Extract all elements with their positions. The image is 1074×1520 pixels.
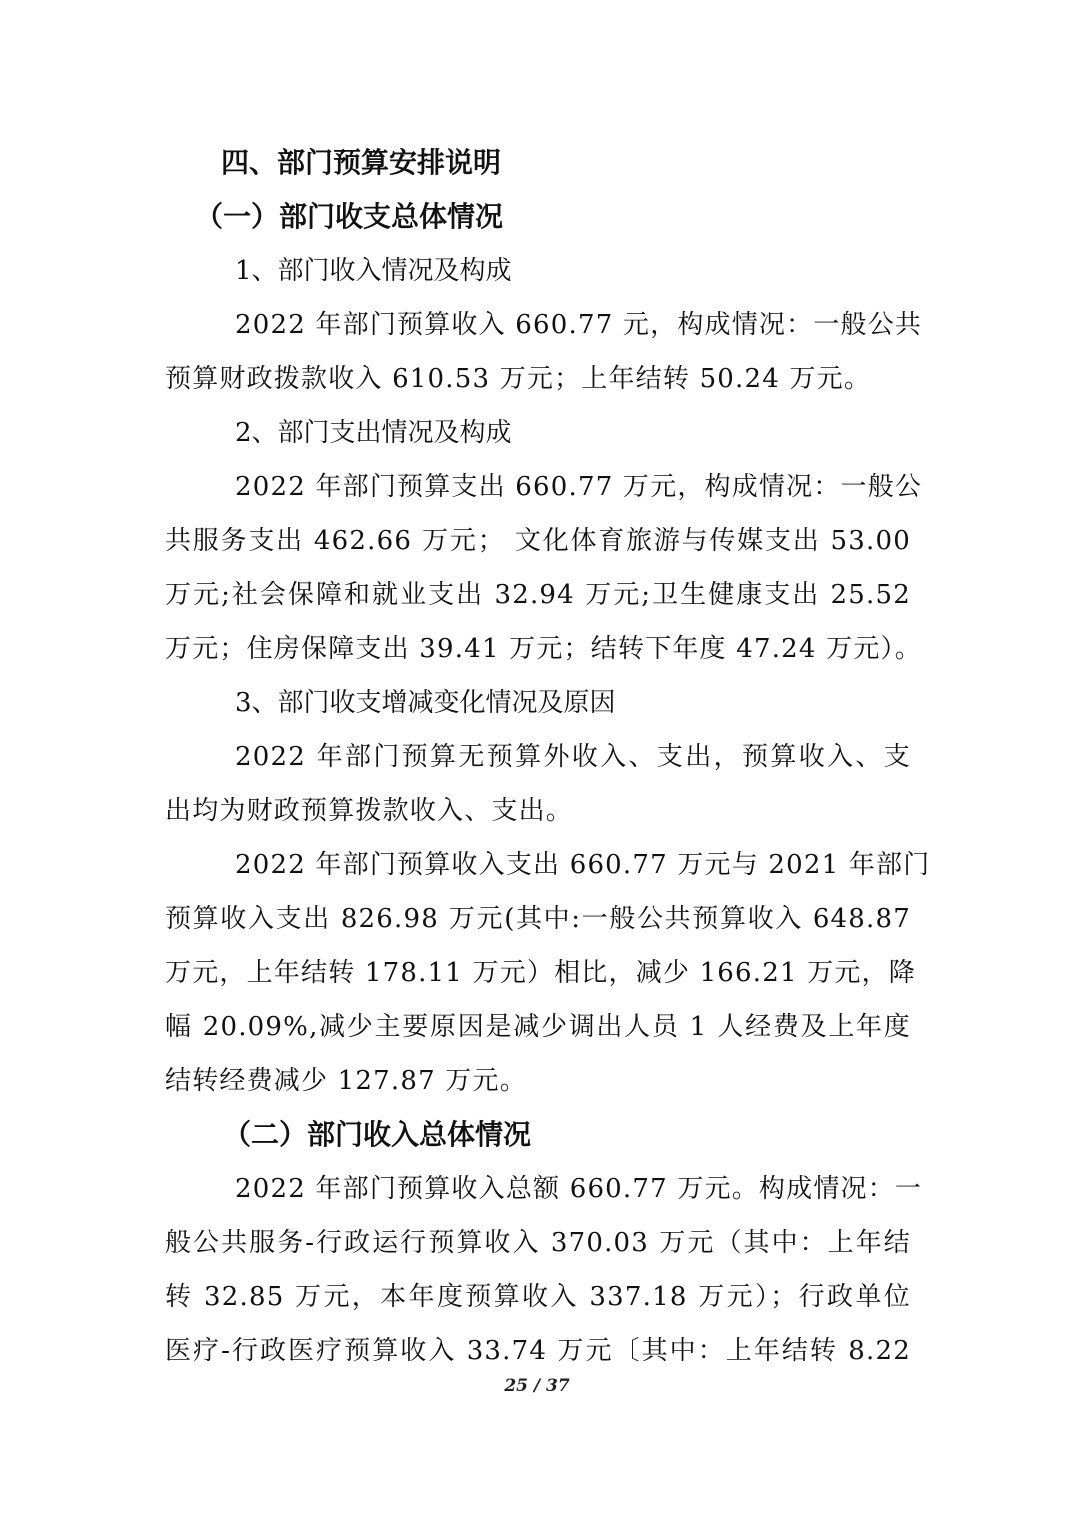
text-line: 万元，上年结转 178.11 万元）相比，减少 166.21 万元，降 xyxy=(165,958,917,988)
text-line: 共服务支出 462.66 万元； 文化体育旅游与传媒支出 53.00 xyxy=(165,526,911,556)
paragraph-expenditure xyxy=(165,460,923,676)
section-heading-main: 四、部门预算安排说明 xyxy=(221,146,502,179)
text-line: 万元;社会保障和就业支出 32.94 万元;卫生健康支出 25.52 xyxy=(165,580,911,610)
paragraph-change-1 xyxy=(165,730,911,838)
text-line: 结转经费减少 127.87 万元。 xyxy=(165,1066,527,1096)
paragraph-income-total xyxy=(165,1162,923,1378)
text-line: 预算收入支出 826.98 万元(其中:一般公共预算收入 648.87 xyxy=(165,904,911,934)
section-heading-2: （二）部门收入总体情况 xyxy=(223,1118,532,1151)
subheading-income: 1、部门收入情况及构成 xyxy=(235,256,512,286)
subheading-change: 3、部门收支增减变化情况及原因 xyxy=(235,688,616,718)
text-line: 2022 年部门预算收入 660.77 元，构成情况：一般公共 xyxy=(235,310,923,340)
text-line: 2022 年部门预算收入支出 660.77 万元与 2021 年部门 xyxy=(235,850,931,880)
text-line: 万元；住房保障支出 39.41 万元；结转下年度 47.24 万元）。 xyxy=(165,634,922,664)
text-line: 2022 年部门预算无预算外收入、支出，预算收入、支 xyxy=(235,742,911,772)
page-number: 25 / 37 xyxy=(504,1376,570,1396)
text-line: 2022 年部门预算支出 660.77 万元，构成情况：一般公 xyxy=(235,472,923,502)
text-line: 预算财政拨款收入 610.53 万元；上年结转 50.24 万元。 xyxy=(165,364,872,394)
text-line: 幅 20.09%,减少主要原因是减少调出人员 1 人经费及上年度 xyxy=(165,1012,911,1042)
text-line: 出均为财政预算拨款收入、支出。 xyxy=(165,796,574,826)
subheading-expenditure: 2、部门支出情况及构成 xyxy=(235,418,512,448)
paragraph-change-2 xyxy=(165,838,931,1108)
document-body xyxy=(165,136,931,1378)
text-line: 医疗-行政医疗预算收入 33.74 万元〔其中：上年结转 8.22 xyxy=(165,1336,911,1366)
text-line: 转 32.85 万元，本年度预算收入 337.18 万元）；行政单位 xyxy=(165,1282,911,1312)
text-line: 般公共服务-行政运行预算收入 370.03 万元（其中：上年结 xyxy=(165,1228,911,1258)
section-heading-1: （一）部门收支总体情况 xyxy=(195,200,504,233)
text-line: 2022 年部门预算收入总额 660.77 万元。构成情况：一 xyxy=(235,1174,923,1204)
paragraph-income xyxy=(165,298,923,406)
